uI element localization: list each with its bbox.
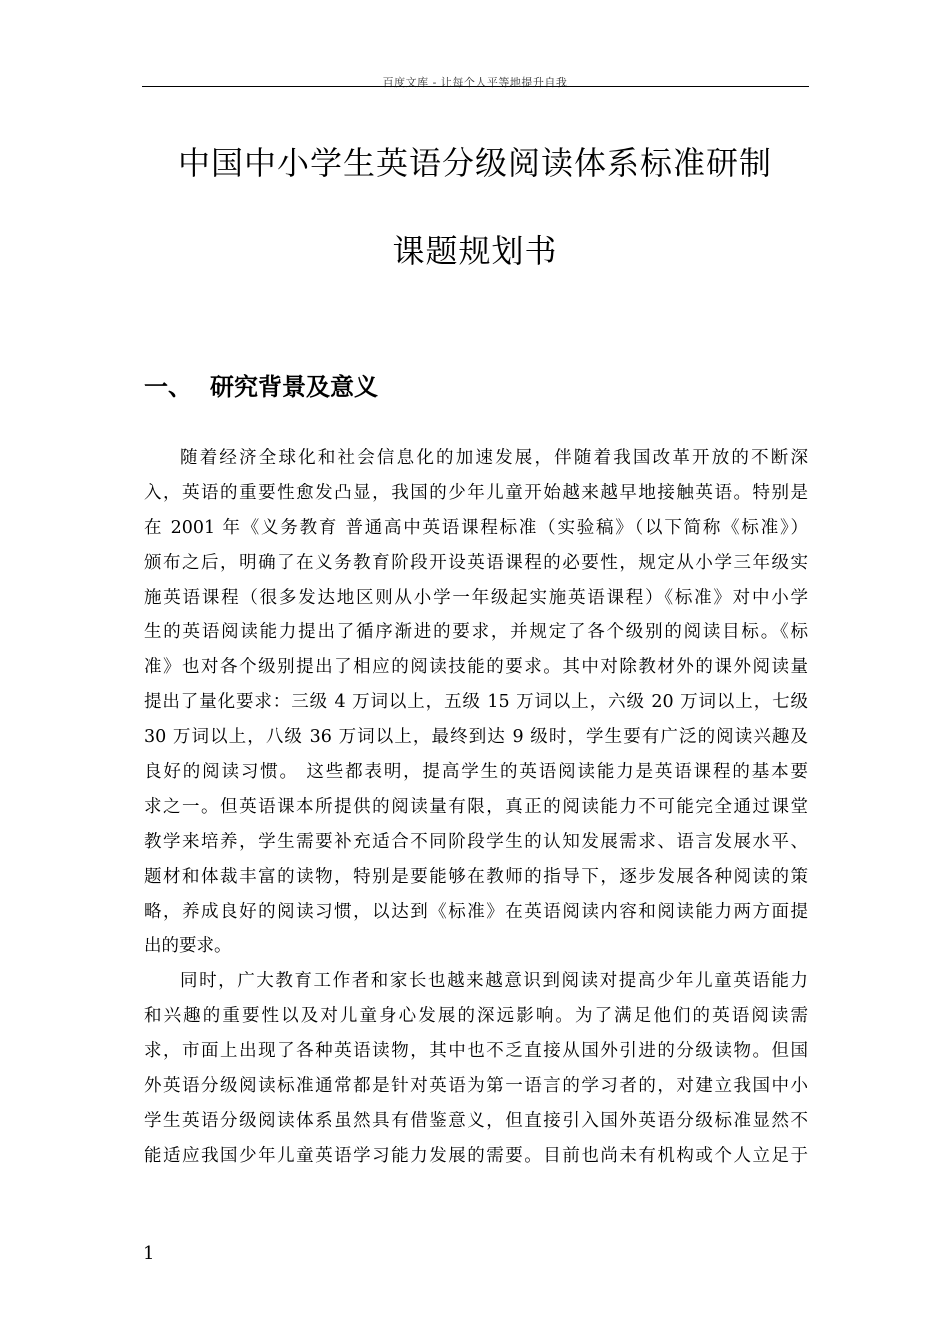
running-header: 百度文库 - 让每个人平等地提升自我 [382, 76, 568, 89]
section-title: 研究背景及意义 [210, 373, 378, 401]
header-rule [142, 86, 809, 87]
document-title-line-1: 中国中小学生英语分级阅读体系标准研制 [177, 144, 772, 182]
section-heading [144, 367, 378, 402]
paragraph-1-line: 30 万词以上，八级 36 万词以上，最终到达 9 级时，学生要有广泛的阅读兴趣及 [144, 727, 808, 748]
paragraph-1-line: 教学来培养，学生需要补充适合不同阶段学生的认知发展需求、语言发展水平、 [144, 831, 808, 852]
body-text [144, 441, 808, 1174]
paragraph-1-line: 在 2001 年《义务教育 普通高中英语课程标准（实验稿》（以下简称《标准》） [144, 517, 808, 538]
section-number: 一、 [144, 373, 192, 401]
paragraph-1-line: 提出了量化要求：三级 4 万词以上，五级 15 万词以上，六级 20 万词以上，七级 [144, 692, 808, 713]
paragraph-2-line: 和兴趣的重要性以及对儿童身心发展的深远影响。为了满足他们的英语阅读需 [144, 1006, 808, 1027]
page-number: 1 [143, 1243, 155, 1264]
paragraph-1-line: 颁布之后，明确了在义务教育阶段开设英语课程的必要性，规定从小学三年级实 [144, 552, 808, 573]
paragraph-1-line: 入，英语的重要性愈发凸显，我国的少年儿童开始越来越早地接触英语。特别是 [144, 482, 808, 503]
paragraph-1-line: 求之一。但英语课本所提供的阅读量有限，真正的阅读能力不可能完全通过课堂 [144, 796, 808, 817]
paragraph-1-line: 施英语课程（很多发达地区则从小学一年级起实施英语课程）《标准》对中小学 [144, 587, 808, 608]
paragraph-2-line: 同时，广大教育工作者和家长也越来越意识到阅读对提高少年儿童英语能力 [180, 971, 808, 992]
paragraph-2-line: 外英语分级阅读标准通常都是针对英语为第一语言的学习者的，对建立我国中小 [144, 1076, 808, 1097]
paragraph-1-line: 题材和体裁丰富的读物，特别是要能够在教师的指导下，逐步发展各种阅读的策 [144, 866, 808, 887]
document-title-line-2: 课题规划书 [392, 232, 558, 270]
paragraph-1-line: 良好的阅读习惯。 这些都表明，提高学生的英语阅读能力是英语课程的基本要 [144, 762, 808, 783]
paragraph-1-line: 略，养成良好的阅读习惯，以达到《标准》在英语阅读内容和阅读能力两方面提 [144, 901, 808, 922]
paragraph-2-line: 学生英语分级阅读体系虽然具有借鉴意义，但直接引入国外英语分级标准显然不 [144, 1110, 808, 1131]
paragraph-2-line: 能适应我国少年儿童英语学习能力发展的需要。目前也尚未有机构或个人立足于 [144, 1145, 808, 1166]
paragraph-1-line: 生的英语阅读能力提出了循序渐进的要求，并规定了各个级别的阅读目标。《标 [144, 622, 808, 643]
paragraph-1-line: 出的要求。 [144, 936, 232, 957]
paragraph-1-line: 随着经济全球化和社会信息化的加速发展，伴随着我国改革开放的不断深 [180, 448, 808, 468]
paragraph-2-line: 求，市面上出现了各种英语读物，其中也不乏直接从国外引进的分级读物。但国 [144, 1041, 808, 1062]
paragraph-1-line: 准》也对各个级别提出了相应的阅读技能的要求。其中对除教材外的课外阅读量 [144, 657, 808, 678]
